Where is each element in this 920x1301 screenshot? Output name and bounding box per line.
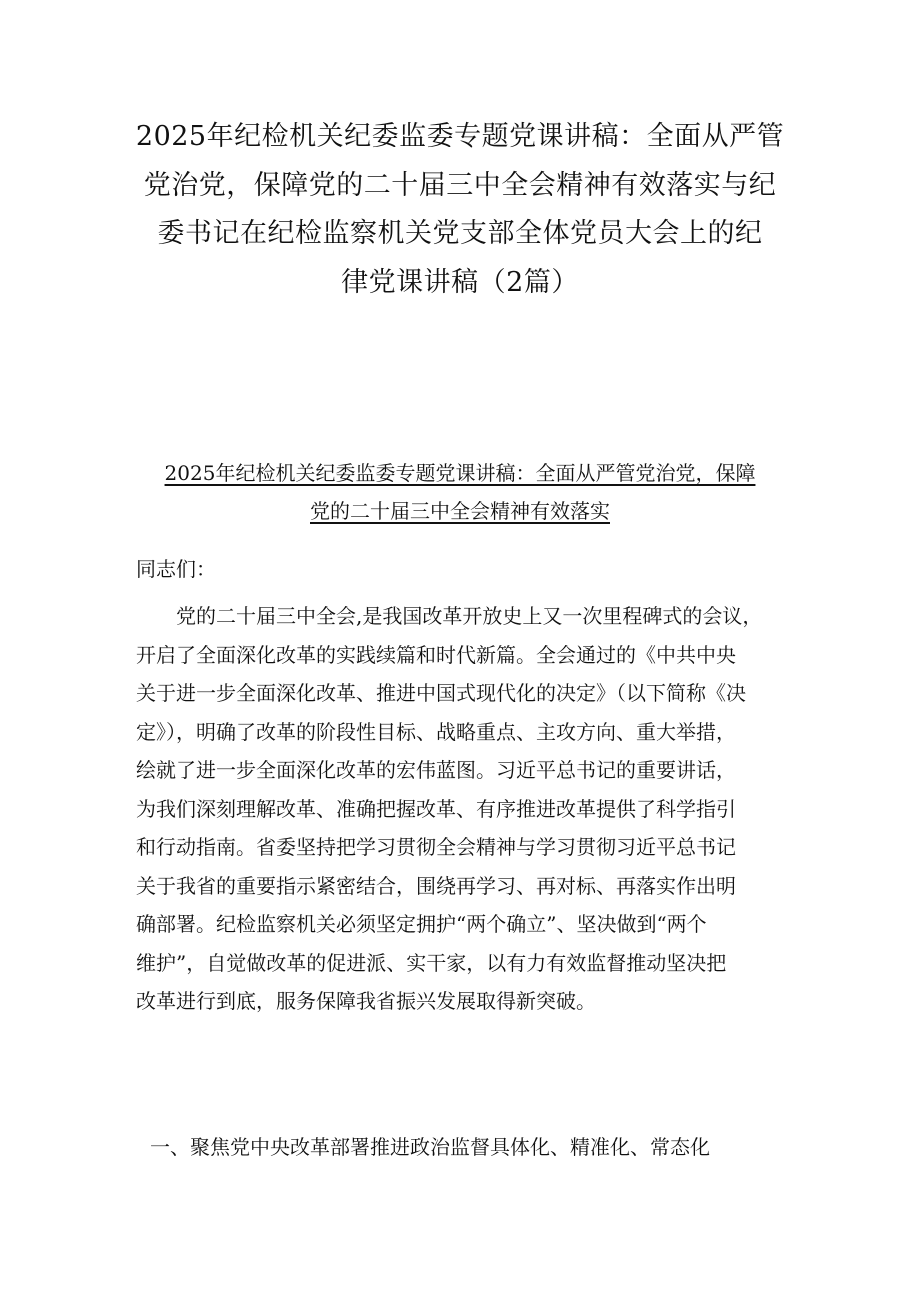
paragraph-line: 和行动指南。省委坚持把学习贯彻全会精神与学习贯彻习近平总书记 xyxy=(136,835,736,859)
document-title-line: 律党课讲稿（2篇） xyxy=(341,266,579,298)
document-title xyxy=(120,113,800,307)
section-heading-1: 一、聚焦党中央改革部署推进政治监督具体化、精准化、常态化 xyxy=(150,1135,710,1159)
document-title-line: 2025年纪检机关纪委监委专题党课讲稿：全面从严管 xyxy=(135,121,785,152)
paragraph-line: 绘就了进一步全面深化改革的宏伟蓝图。习近平总书记的重要讲话， xyxy=(136,758,736,782)
paragraph-line: 定》），明确了改革的阶段性目标、战略重点、主攻方向、重大举措， xyxy=(136,719,736,744)
section-title-line: 党的二十届三中全会精神有效落实 xyxy=(310,499,610,523)
document-title-line: 委书记在纪检监察机关党支部全体党员大会上的纪 xyxy=(157,218,763,249)
paragraph-line: 维护”，自觉做改革的促进派、实干家，以有力有效监督推动坚决把 xyxy=(136,950,727,975)
section-title xyxy=(120,454,800,530)
paragraph-line: 改革进行到底，服务保障我省振兴发展取得新突破。 xyxy=(136,989,596,1013)
paragraph-line: 为我们深刻理解改革、准确把握改革、有序推进改革提供了科学指引 xyxy=(136,796,736,821)
body-paragraph xyxy=(136,597,796,1021)
paragraph-line: 开启了全面深化改革的实践续篇和时代新篇。全会通过的《中共中央 xyxy=(136,642,736,667)
paragraph-line: 关于进一步全面深化改革、推进中国式现代化的决定》（以下简称《决 xyxy=(136,681,746,705)
paragraph-line: 关于我省的重要指示紧密结合，围绕再学习、再对标、再落实作出明 xyxy=(136,873,736,898)
paragraph-line: 确部署。纪检监察机关必须坚定拥护“两个确立”、坚决做到“两个 xyxy=(136,912,707,936)
document-title-line: 党治党，保障党的二十届三中全会精神有效落实与纪 xyxy=(143,169,777,201)
section-title-line: 2025年纪检机关纪委监委专题党课讲稿：全面从严管党治党，保障 xyxy=(164,461,756,485)
greeting: 同志们： xyxy=(136,557,216,581)
paragraph-line: 党的二十届三中全会,是我国改革开放史上又一次里程碑式的会议， xyxy=(136,604,763,628)
